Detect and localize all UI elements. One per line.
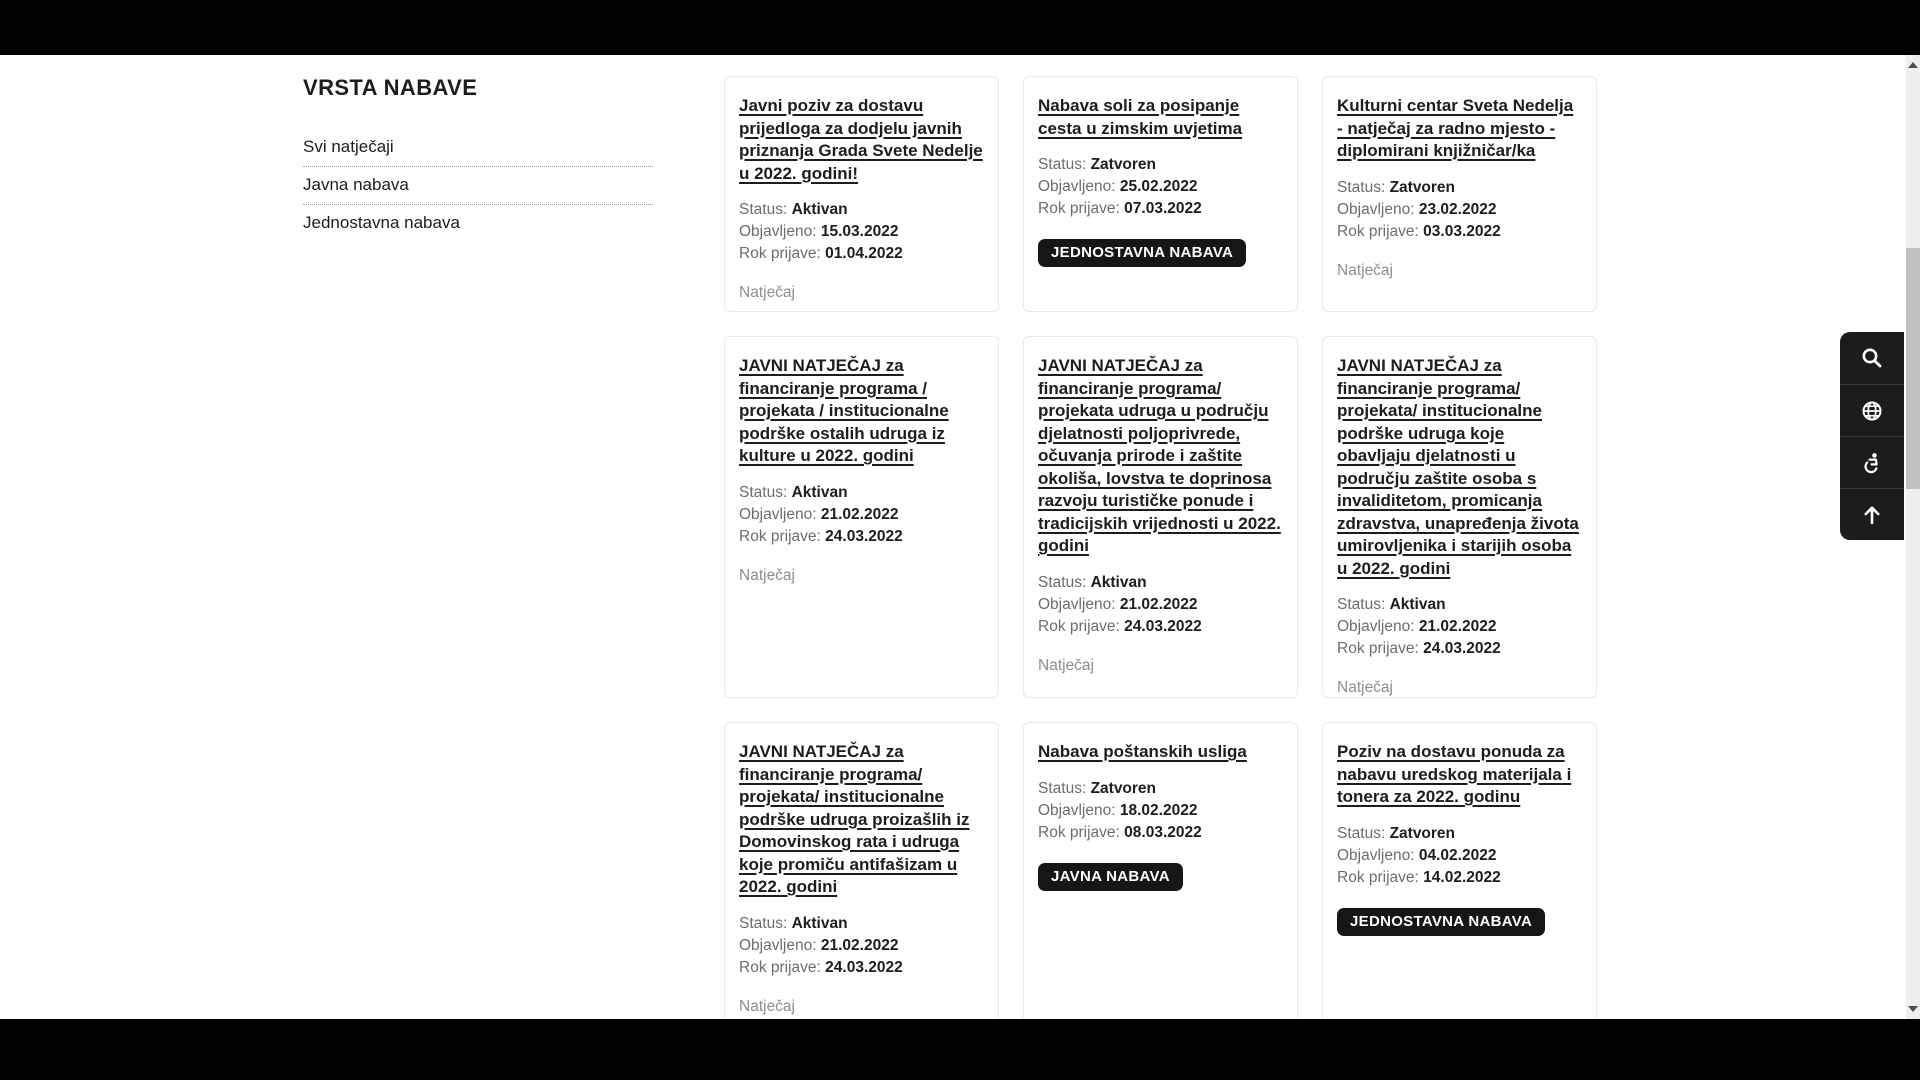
tender-cards-grid — [724, 76, 1597, 1019]
status-line — [1038, 572, 1202, 594]
floating-action-toolbar — [1840, 332, 1904, 540]
published-value: 25.02.2022 — [1119, 178, 1198, 195]
category-tag[interactable]: JEDNOSTAVNA NABAVA — [1038, 239, 1246, 267]
tender-meta — [739, 913, 903, 979]
status-line — [1337, 823, 1501, 845]
tender-title-link[interactable]: JAVNI NATJEČAJ za financiranje programa/ projekata/ institucionalne podrške udruga proizašlih iz Domovinskog rata i udruga koje promiču antifašizam u 2022. godini — [739, 742, 970, 896]
status-value: Zatvoren — [1389, 824, 1456, 842]
category-tag: Natječaj — [1337, 679, 1393, 696]
deadline-value: 03.03.2022 — [1423, 222, 1501, 240]
deadline-label: Rok prijave: — [1038, 200, 1120, 217]
tender-title-link[interactable]: Poziv na dostavu ponuda za nabavu uredskog materijala i tonera za 2022. godinu — [1337, 742, 1572, 806]
published-value: 21.02.2022 — [820, 936, 899, 954]
status-label: Status: — [739, 483, 788, 501]
published-label: Objavljeno: — [1337, 200, 1415, 218]
deadline-line — [739, 526, 903, 548]
deadline-line — [739, 243, 903, 265]
status-line — [739, 482, 903, 504]
deadline-label: Rok prijave: — [739, 245, 821, 262]
category-tag[interactable]: JEDNOSTAVNA NABAVA — [1337, 908, 1545, 936]
page-viewport — [0, 55, 1920, 1019]
tender-title-link[interactable]: Nabava poštanskih usliga — [1038, 742, 1247, 761]
status-value: Zatvoren — [1090, 156, 1157, 173]
language-button[interactable] — [1840, 384, 1904, 436]
tender-category — [739, 567, 795, 585]
category-tag: Natječaj — [739, 566, 795, 584]
tender-card — [1023, 76, 1298, 312]
tender-meta — [1337, 177, 1501, 243]
published-value: 21.02.2022 — [1418, 618, 1497, 635]
status-line — [1038, 778, 1202, 800]
deadline-label: Rok prijave: — [739, 958, 821, 976]
tender-category — [739, 998, 795, 1016]
scroll-to-top-button[interactable] — [1840, 488, 1904, 540]
scroll-to-top-icon — [1860, 503, 1884, 527]
scrollbar-thumb[interactable] — [1906, 248, 1920, 489]
procurement-type-sidebar — [303, 75, 653, 242]
deadline-value: 24.03.2022 — [825, 527, 903, 545]
published-line — [739, 504, 903, 526]
scrollbar-up-arrow-icon[interactable] — [1908, 62, 1918, 68]
deadline-line — [739, 957, 903, 979]
status-label: Status: — [1038, 156, 1087, 173]
published-value: 04.02.2022 — [1418, 846, 1497, 864]
deadline-value: 08.03.2022 — [1124, 823, 1202, 841]
tender-meta — [1337, 823, 1501, 889]
category-tag[interactable]: JAVNA NABAVA — [1038, 863, 1183, 891]
category-tag: Natječaj — [1038, 656, 1094, 674]
status-label: Status: — [739, 201, 788, 218]
deadline-line — [1038, 616, 1202, 638]
published-line — [739, 221, 903, 243]
deadline-label: Rok prijave: — [739, 527, 821, 545]
status-line — [1337, 594, 1501, 616]
published-value: 18.02.2022 — [1119, 801, 1198, 819]
deadline-line — [1038, 822, 1202, 844]
status-line — [1337, 177, 1501, 199]
published-line — [1038, 176, 1202, 198]
status-value: Aktivan — [791, 914, 848, 932]
deadline-line — [1337, 867, 1501, 889]
tender-meta — [739, 482, 903, 548]
status-line — [739, 199, 903, 221]
tender-meta — [1337, 594, 1501, 660]
deadline-value: 24.03.2022 — [825, 958, 903, 976]
deadline-line — [1337, 638, 1501, 660]
published-line — [1038, 800, 1202, 822]
status-line — [739, 913, 903, 935]
status-label: Status: — [1337, 178, 1386, 196]
published-label: Objavljeno: — [1038, 595, 1116, 613]
deadline-label: Rok prijave: — [1038, 617, 1120, 635]
published-value: 23.02.2022 — [1418, 200, 1497, 218]
deadline-label: Rok prijave: — [1038, 823, 1120, 841]
vertical-scrollbar[interactable] — [1906, 55, 1920, 1019]
published-label: Objavljeno: — [1337, 618, 1415, 635]
status-label: Status: — [1038, 779, 1087, 797]
tender-category — [1038, 239, 1246, 267]
deadline-value: 07.03.2022 — [1124, 200, 1202, 217]
published-line — [1337, 199, 1501, 221]
status-label: Status: — [1038, 573, 1087, 591]
search-button[interactable] — [1840, 332, 1904, 384]
category-tag: Natječaj — [1337, 261, 1393, 279]
globe-icon — [1860, 399, 1884, 423]
status-value: Aktivan — [1090, 573, 1147, 591]
tender-meta — [1038, 154, 1202, 220]
deadline-value: 24.03.2022 — [1124, 617, 1202, 635]
tender-category — [1337, 262, 1393, 280]
published-value: 21.02.2022 — [1119, 595, 1198, 613]
deadline-value: 01.04.2022 — [825, 245, 903, 262]
category-tag: Natječaj — [739, 997, 795, 1015]
tender-card — [1023, 722, 1298, 1019]
status-label: Status: — [1337, 824, 1386, 842]
bottom-letterbox-bar — [0, 1019, 1920, 1080]
sidebar-filter-label: Jednostavna nabava — [303, 213, 460, 232]
scrollbar-down-arrow-icon[interactable] — [1908, 1006, 1918, 1012]
status-label: Status: — [739, 914, 788, 932]
status-value: Aktivan — [1389, 596, 1446, 613]
deadline-label: Rok prijave: — [1337, 868, 1419, 886]
tender-category — [1038, 657, 1094, 675]
accessibility-button[interactable] — [1840, 436, 1904, 488]
tender-card — [1322, 722, 1597, 1019]
tender-title-link[interactable]: Javni poziv za dostavu prijedloga za dodjelu javnih priznanja Grada Svete Nedelje u 2022. godini! — [739, 96, 983, 183]
tender-category — [1337, 908, 1545, 936]
tender-title-link[interactable]: JAVNI NATJEČAJ za financiranje programa / projekata / institucionalne podrške ostalih udruga iz kulture u 2022. godini — [739, 356, 949, 465]
published-line — [1038, 594, 1202, 616]
tender-card — [724, 722, 999, 1019]
category-tag: Natječaj — [739, 284, 795, 301]
published-label: Objavljeno: — [739, 223, 817, 240]
status-label: Status: — [1337, 596, 1386, 613]
status-value: Aktivan — [791, 483, 848, 501]
status-value: Aktivan — [791, 201, 848, 218]
accessibility-icon — [1860, 451, 1884, 475]
published-line — [1337, 845, 1501, 867]
sidebar-filter-label: Svi natječaji — [303, 137, 394, 156]
sidebar-filter-item[interactable] — [303, 129, 653, 167]
tender-card — [1023, 336, 1298, 698]
tender-title-link[interactable]: Kulturni centar Sveta Nedelja - natječaj za radno mjesto - diplomirani knjižničar/ka — [1337, 96, 1574, 160]
top-letterbox-bar — [0, 0, 1920, 55]
published-label: Objavljeno: — [1337, 846, 1415, 864]
deadline-line — [1038, 198, 1202, 220]
search-icon — [1860, 346, 1884, 370]
tender-title-link[interactable]: JAVNI NATJEČAJ za financiranje programa/ projekata/ institucionalne podrške udruga koje obavljaju djelatnosti u području zaštite osoba s invaliditetom, promicanja zdravstva, unapređenja života umirovljenika i starijih osoba u 2022. godini — [1337, 356, 1579, 578]
tender-title-link[interactable]: JAVNI NATJEČAJ za financiranje programa/ projekata udruga u području djelatnosti poljoprivrede, očuvanja prirode i zaštite okoliša, lovstva te doprinosa razvoju turističke ponude i tradicijskih vrijednosti u 2022. godini — [1038, 356, 1281, 555]
sidebar-filter-label: Javna nabava — [303, 175, 409, 194]
tender-title-link[interactable]: Nabava soli za posipanje cesta u zimskim uvjetima — [1038, 96, 1243, 138]
tender-card — [1322, 336, 1597, 698]
published-label: Objavljeno: — [739, 505, 817, 523]
tender-card — [1322, 76, 1597, 312]
tender-category — [1337, 679, 1393, 697]
tender-meta — [1038, 572, 1202, 638]
status-value: Zatvoren — [1090, 779, 1157, 797]
sidebar-filter-item[interactable] — [303, 167, 653, 205]
deadline-value: 24.03.2022 — [1423, 640, 1501, 657]
status-value: Zatvoren — [1389, 178, 1456, 196]
published-line — [739, 935, 903, 957]
deadline-label: Rok prijave: — [1337, 640, 1419, 657]
tender-category — [739, 284, 795, 302]
tender-category — [1038, 863, 1183, 891]
deadline-value: 14.02.2022 — [1423, 868, 1501, 886]
procurement-filter-list — [303, 129, 653, 242]
tender-meta — [739, 199, 903, 265]
published-value: 15.03.2022 — [820, 223, 899, 240]
published-value: 21.02.2022 — [820, 505, 899, 523]
tender-card — [724, 336, 999, 698]
published-label: Objavljeno: — [1038, 178, 1116, 195]
sidebar-filter-item[interactable] — [303, 205, 653, 242]
published-label: Objavljeno: — [1038, 801, 1116, 819]
tender-meta — [1038, 778, 1202, 844]
published-line — [1337, 616, 1501, 638]
tender-card — [724, 76, 999, 312]
published-label: Objavljeno: — [739, 936, 817, 954]
deadline-line — [1337, 221, 1501, 243]
sidebar-title: VRSTA NABAVE — [303, 75, 478, 100]
deadline-label: Rok prijave: — [1337, 222, 1419, 240]
status-line — [1038, 154, 1202, 176]
